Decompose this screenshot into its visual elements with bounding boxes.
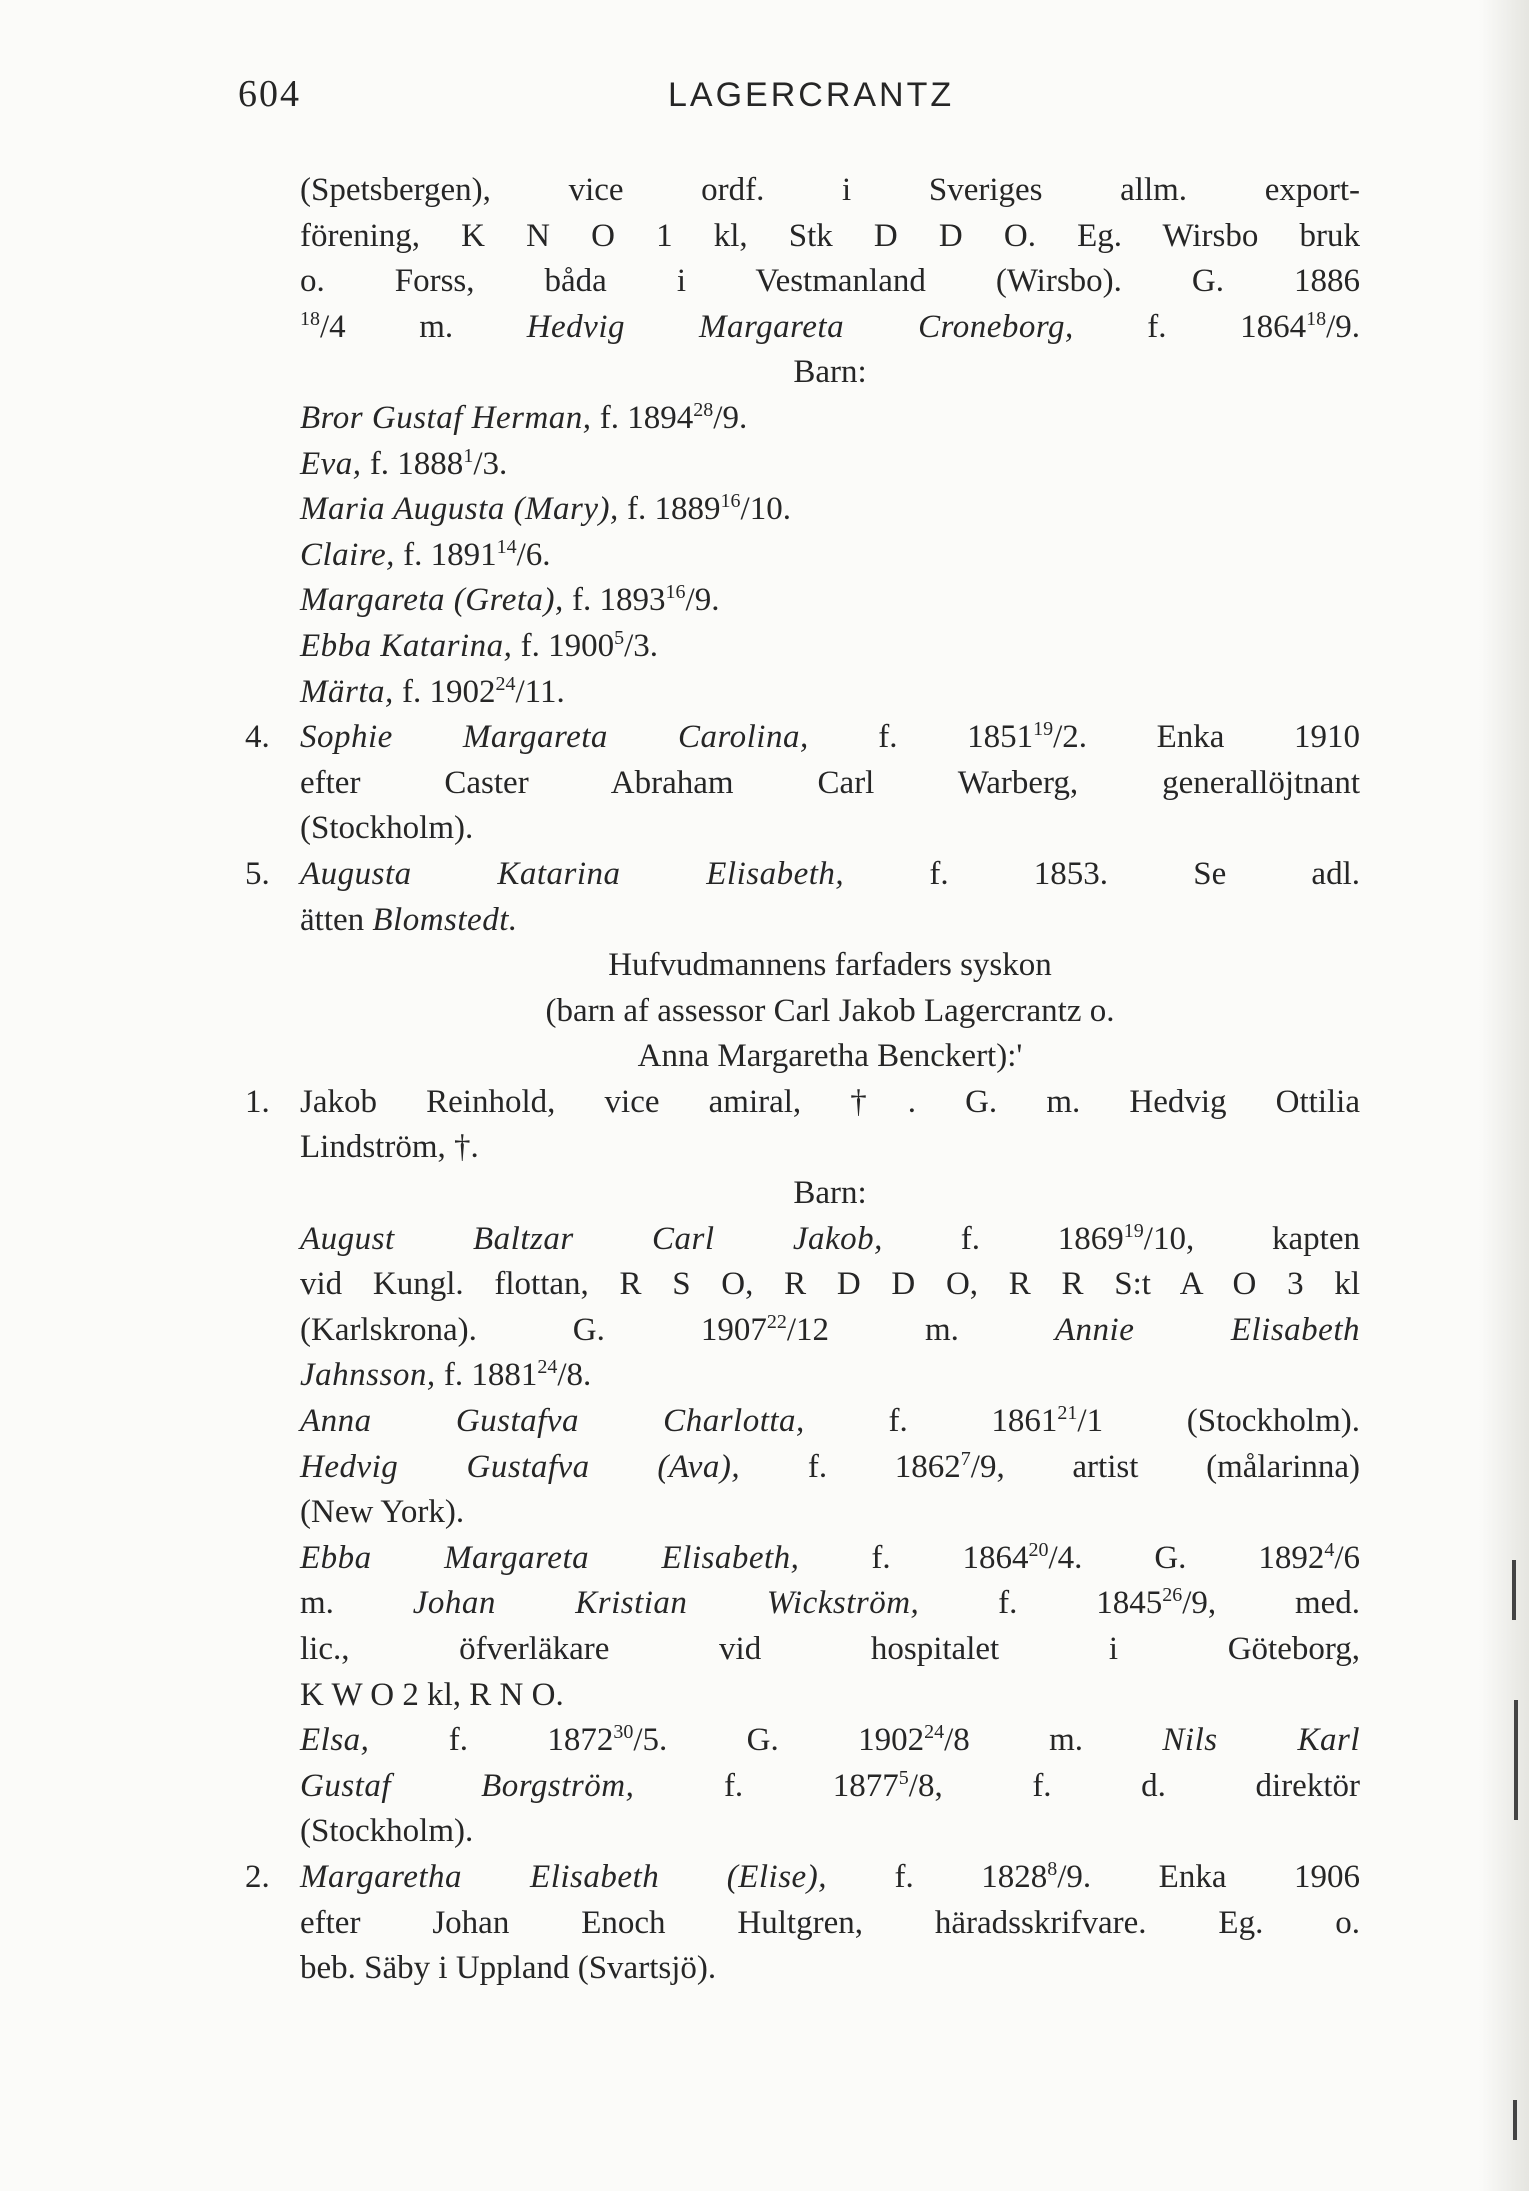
text-line: vid Kungl. flottan, R S O, R D D O, R R S:t A O 3 kl [300, 1266, 1360, 1303]
child-entry: Eva, f. 1888$^1$/3. [300, 444, 508, 482]
section-heading: Barn: [793, 1175, 867, 1212]
text-line: (Stockholm). [300, 1813, 474, 1850]
child-entry: Bror Gustaf Herman, f. 1894$^{28}$/9. [300, 398, 748, 436]
text-line: m. Johan Kristian Wickström, f. 1845$^{26}$/9, med. [300, 1584, 1361, 1622]
text-line: (New York). [300, 1494, 465, 1531]
section-heading: Hufvudmannens farfaders syskon [608, 947, 1052, 984]
child-entry: Maria Augusta (Mary), f. 1889$^{16}$/10. [300, 490, 791, 528]
child-entry: Anna Gustafva Charlotta, f. 1861$^{21}$/1 (Stockholm). [300, 1402, 1360, 1440]
scan-artifact [1514, 1700, 1518, 1820]
text-line: förening, K N O 1 kl, Stk D D O. Eg. Wirsbo bruk [300, 217, 1360, 254]
text-line: K W O 2 kl, R N O. [300, 1676, 564, 1713]
section-heading: (barn af assessor Carl Jakob Lagercrantz o. [545, 992, 1115, 1029]
text-line: Gustaf Borgström, f. 1877$^5$/8, f. d. direktör [300, 1766, 1360, 1804]
body-text [245, 168, 1361, 1992]
text-line: (Karlskrona). G. 1907$^{22}$/12 m. Annie Elisabeth [300, 1310, 1360, 1348]
text-line: efter Caster Abraham Carl Warberg, generallöjtnant [300, 764, 1360, 801]
text-line: (Spetsbergen), vice ordf. i Sveriges allm. export- [300, 172, 1360, 208]
child-entry: Elsa, f. 1872$^{30}$/5. G. 1902$^{24}$/8 m. Nils Karl [300, 1721, 1360, 1759]
text-line: efter Johan Enoch Hultgren, häradsskrifvare. Eg. o. [300, 1904, 1360, 1941]
text-line: lic., öfverläkare vid hospitalet i Göteborg, [300, 1631, 1360, 1667]
page-header [238, 72, 1358, 122]
text-line: (Stockholm). [300, 810, 474, 847]
child-entry: Märta, f. 1902$^{24}$/11. [300, 672, 565, 710]
child-entry: Ebba Katarina, f. 1900$^5$/3. [300, 626, 659, 664]
child-entry: Hedvig Gustafva (Ava), f. 1862$^7$/9, artist (målarinna) [300, 1447, 1361, 1485]
section-heading: Barn: [793, 354, 867, 391]
text-line: Lindström, †. [300, 1129, 479, 1166]
page-edge-shadow [1479, 0, 1529, 2191]
running-title: LAGERCRANTZ [668, 76, 955, 114]
text-line: beb. Säby i Uppland (Svartsjö). [300, 1950, 717, 1987]
sibling-entry: 4. Sophie Margareta Carolina, f. 1851$^{19}$/2. Enka 1910 [245, 718, 1360, 756]
child-entry: Margareta (Greta), f. 1893$^{16}$/9. [300, 581, 720, 619]
scan-artifact [1513, 2100, 1517, 2140]
text-line: $^{18}$/4 m. Hedvig Margareta Croneborg, f. 1864$^{18}$/9. [300, 307, 1360, 345]
text-line: ätten Blomstedt. [300, 901, 518, 938]
sibling-entry: 1. Jakob Reinhold, vice amiral, †. G. m. Hedvig Ottilia [245, 1083, 1360, 1120]
child-entry: August Baltzar Carl Jakob, f. 1869$^{19}$/10, kapten [300, 1219, 1360, 1257]
scan-artifact [1512, 1560, 1516, 1620]
page-number: 604 [238, 73, 301, 115]
child-entry: Ebba Margareta Elisabeth, f. 1864$^{20}$/4. G. 1892$^4$/6 [300, 1538, 1361, 1576]
text-line: o. Forss, båda i Vestmanland (Wirsbo). G. 1886 [300, 263, 1360, 300]
text-line: Jahnsson, f. 1881$^{24}$/8. [300, 1356, 592, 1394]
child-entry: Claire, f. 1891$^{14}$/6. [300, 535, 551, 573]
sibling-entry: 2. Margaretha Elisabeth (Elise), f. 1828$^8$/9. Enka 1906 [245, 1857, 1360, 1895]
sibling-entry: 5. Augusta Katarina Elisabeth, f. 1853. Se adl. [245, 855, 1360, 892]
section-heading: Anna Margaretha Benckert):' [637, 1038, 1023, 1075]
